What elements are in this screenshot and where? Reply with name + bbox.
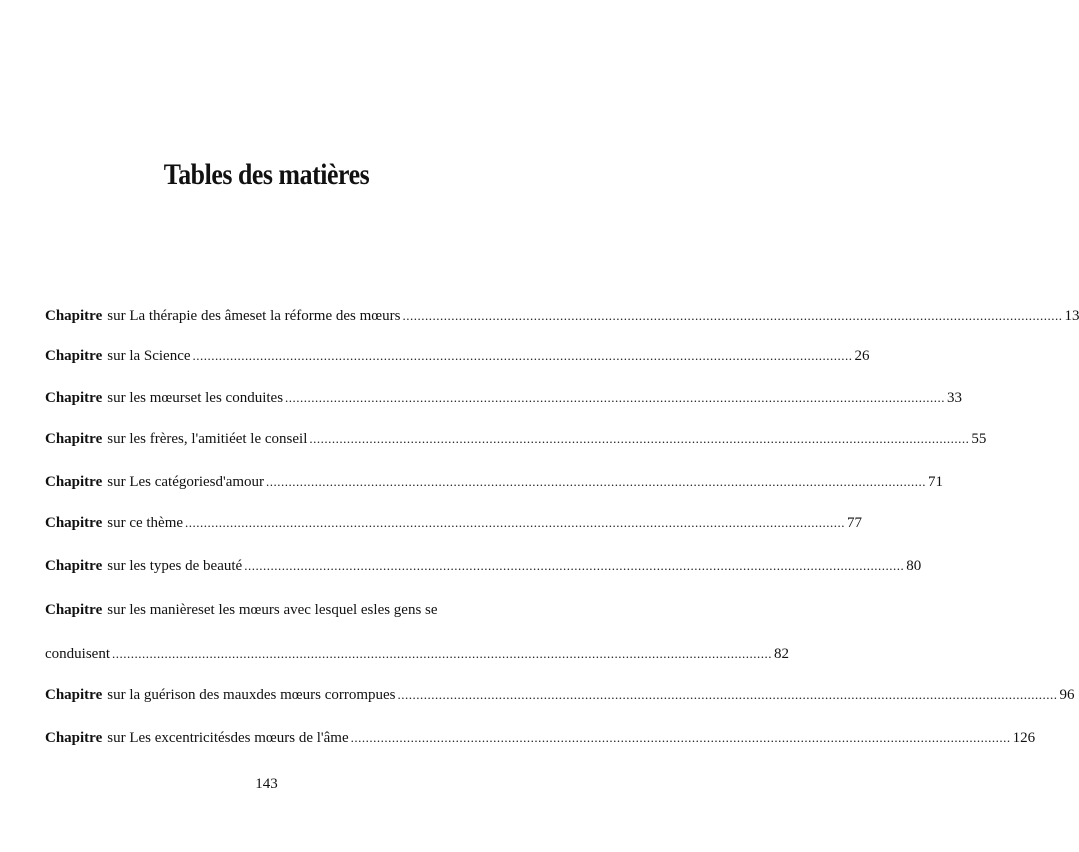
entry-page-number: 96 [1059,687,1075,703]
entry-page-number: 82 [774,646,789,662]
dot-leader [398,687,1058,703]
entry-page-number: 77 [847,515,863,531]
entry-title: sur les manièreset les mœurs avec lesquel esles gens se [107,602,438,618]
entry-title: sur Les catégoriesd'amour [107,474,265,490]
entry-keyword: Chapitre [45,431,103,447]
entry-keyword: Chapitre [45,390,103,406]
toc-entry [45,390,963,414]
entry-page-number: 126 [1012,730,1036,746]
entry-page-number: 26 [854,348,870,364]
entry-keyword: Chapitre [45,558,103,574]
toc-entry-first-line [45,602,468,619]
dot-leader [193,348,853,364]
entry-keyword: Chapitre [45,687,103,703]
entry-title: sur ce thème [107,515,184,531]
entry-title: sur La thérapie des âmeset la réforme des mœurs [107,308,401,324]
entry-title: sur les types de beauté [107,558,243,574]
entry-page-number: 13 [1064,308,1079,324]
toc-entry-continuation [45,646,789,670]
toc-entry [45,687,1075,711]
toc-entry [45,431,987,455]
entry-title: sur la Science [107,348,191,364]
entry-title: sur la guérison des mauxdes mœurs corrompues [107,687,396,703]
dot-leader [244,558,904,574]
dot-leader [351,730,1011,746]
entry-page-number: 33 [947,390,963,406]
entry-title: sur les frères, l'amitiéet le conseil [107,431,308,447]
dot-leader [112,646,772,662]
toc-entry [45,474,944,498]
entry-title: sur Les excentricitésdes mœurs de l'âme [107,730,349,746]
entry-keyword: Chapitre [45,348,103,364]
entry-page-number: 55 [971,431,987,447]
toc-entry [45,730,1036,754]
dot-leader [402,308,1062,324]
entry-page-number: 80 [906,558,922,574]
dot-leader [285,390,945,406]
dot-leader [309,431,969,447]
toc-entry [45,515,863,539]
entry-title-continuation: conduisent [45,646,110,662]
page-number: 143 [255,776,278,792]
entry-page-number: 71 [928,474,944,490]
entry-keyword: Chapitre [45,730,103,746]
entry-keyword: Chapitre [45,602,103,618]
toc-entry [45,308,1079,332]
toc-entry [45,558,922,582]
entry-keyword: Chapitre [45,474,103,490]
entry-title: sur les mœurset les conduites [107,390,284,406]
entry-keyword: Chapitre [45,308,103,324]
entry-keyword: Chapitre [45,515,103,531]
page-title: Tables des matières [163,158,370,191]
dot-leader [266,474,926,490]
toc-entry [45,348,870,372]
dot-leader [185,515,845,531]
